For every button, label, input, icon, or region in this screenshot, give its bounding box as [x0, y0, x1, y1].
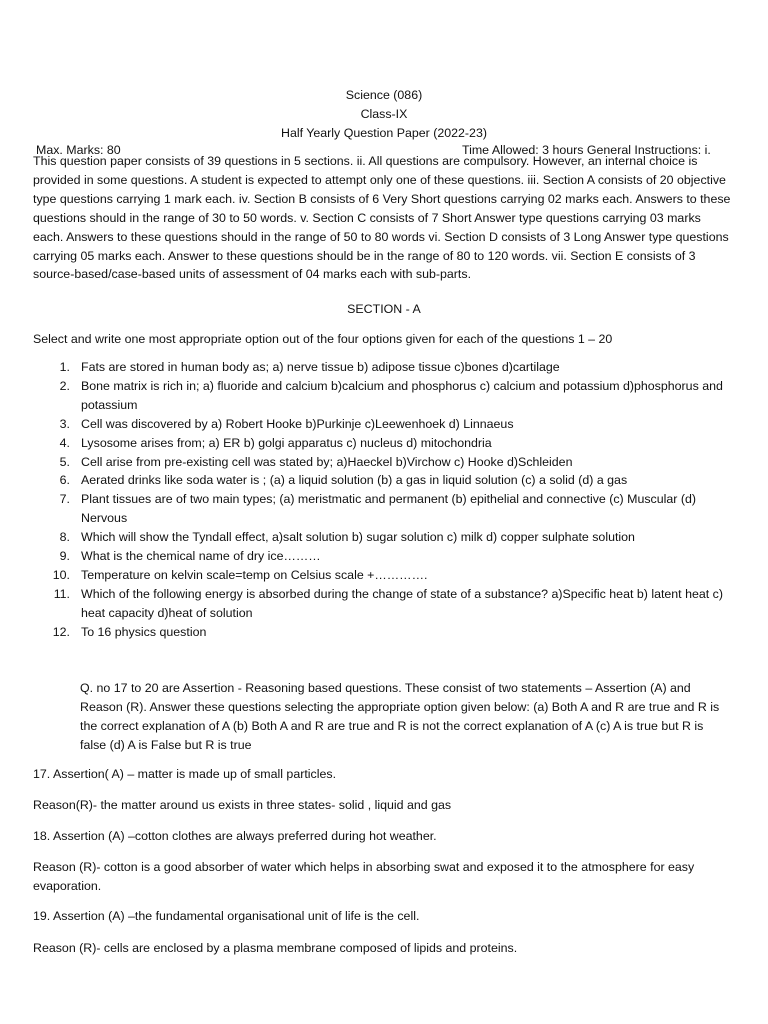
question-number: 9.: [59, 549, 70, 564]
question-text: Aerated drinks like soda water is ; (a) a liquid solution (b) a gas in liquid solution (c) a solid (d) a gas: [81, 473, 628, 488]
assertion-19: 19. Assertion (A) –the fundamental organisational unit of life is the cell.: [33, 909, 420, 923]
time-allowed: Time Allowed: 3 hours General Instructions: i.: [462, 143, 711, 157]
assertion-18: 18. Assertion (A) –cotton clothes are always preferred during hot weather.: [33, 829, 437, 843]
question-text: Bone matrix is rich in; a) fluoride and calcium b)calcium and phosphorus c) calcium and potassium d)phosphorus and potassium: [81, 378, 723, 412]
question-number: 3.: [59, 416, 70, 431]
question-number: 6.: [59, 473, 70, 488]
list-item: [33, 453, 733, 472]
general-instructions: This question paper consists of 39 questions in 5 sections. ii. All questions are compulsory. However, an internal choice is provided in some questions. A student is expected to attempt only one of these questions. iii. Section A consists of 20 objective type questions carrying 1 mark each. iv. Section B consists of 6 Very Short questions carrying 02 marks each. Answers to these questions should in the range of 30 to 50 words. v. Section C consists of 7 Short Answer type questions carrying 03 marks each. Answers to these questions should in the range of 50 to 80 words vi. Section D consists of 3 Long Answer type questions carrying 05 marks each. Answer to these questions should be in the range of 80 to 120 words. vii. Section E consists of 3 source-based/case-based units of assessment of 04 marks each with sub-parts.: [33, 154, 731, 282]
list-item: [33, 358, 733, 377]
reason-17: Reason(R)- the matter around us exists in three states- solid , liquid and gas: [33, 798, 452, 812]
assertion-17: 17. Assertion( A) – matter is made up of small particles.: [33, 767, 337, 781]
question-number: 10.: [52, 567, 70, 582]
list-item: [33, 377, 733, 415]
question-number: 4.: [59, 435, 70, 450]
list-item: [33, 547, 733, 566]
question-number: 2.: [59, 378, 70, 393]
question-number: 12.: [52, 624, 70, 639]
list-item: [33, 471, 733, 490]
question-number: 5.: [59, 454, 70, 469]
reason-18: Reason (R)- cotton is a good absorber of water which helps in absorbing swat and exposed it to the atmosphere for easy evaporation.: [33, 860, 695, 893]
list-item: [33, 490, 733, 528]
question-number: 1.: [59, 360, 70, 374]
question-number: 8.: [59, 530, 70, 545]
class-title: Class-IX: [360, 107, 408, 121]
section-intro: Select and write one most appropriate option out of the four options given for each of the questions 1 – 20: [33, 332, 613, 346]
max-marks: Max. Marks: 80: [36, 143, 121, 157]
list-item: [33, 434, 733, 453]
question-text: Cell was discovered by a) Robert Hooke b)Purkinje c)Leewenhoek d) Linnaeus: [81, 416, 514, 431]
question-text: Fats are stored in human body as; a) nerve tissue b) adipose tissue c)bones d)cartilage: [81, 360, 560, 374]
question-text: Which of the following energy is absorbed during the change of state of a substance? a)Specific heat b) latent heat c) heat capacity d)heat of solution: [81, 586, 723, 620]
list-item: [33, 623, 733, 642]
question-text: What is the chemical name of dry ice………: [81, 549, 321, 564]
paper-title: Half Yearly Question Paper (2022-23): [281, 126, 487, 140]
question-text: Lysosome arises from; a) ER b) golgi apparatus c) nucleus d) mitochondria: [81, 435, 492, 450]
question-text: Which will show the Tyndall effect, a)salt solution b) sugar solution c) milk d) copper sulphate solution: [81, 530, 635, 545]
assertion-reason-intro: Q. no 17 to 20 are Assertion - Reasoning based questions. These consist of two statements – Assertion (A) and Reason (R). Answer these questions selecting the appropriate option given below: (a) Both A and R are true and R is the correct explanation of A (b) Both A and R are true and R is not the correct explanation of A (c) A is true but R is false (d) A is False but R is true: [80, 681, 720, 752]
question-text: Plant tissues are of two main types; (a) meristmatic and permanent (b) epithelial and connective (c) Muscular (d) Nervous: [81, 492, 696, 526]
list-item: [33, 528, 733, 547]
question-number: 7.: [59, 492, 70, 507]
reason-19: Reason (R)- cells are enclosed by a plasma membrane composed of lipids and proteins.: [33, 941, 518, 955]
question-list: [33, 358, 733, 642]
section-title: SECTION - A: [347, 302, 421, 316]
list-item: [33, 585, 733, 623]
list-item: [33, 415, 733, 434]
question-text: Cell arise from pre-existing cell was stated by; a)Haeckel b)Virchow c) Hooke d)Schleiden: [81, 454, 573, 469]
subject-title: Science (086): [345, 88, 423, 102]
question-text: Temperature on kelvin scale=temp on Celsius scale +………….: [81, 567, 428, 582]
question-number: 11.: [53, 586, 70, 601]
list-item: [33, 566, 733, 585]
question-text: To 16 physics question: [81, 624, 207, 639]
